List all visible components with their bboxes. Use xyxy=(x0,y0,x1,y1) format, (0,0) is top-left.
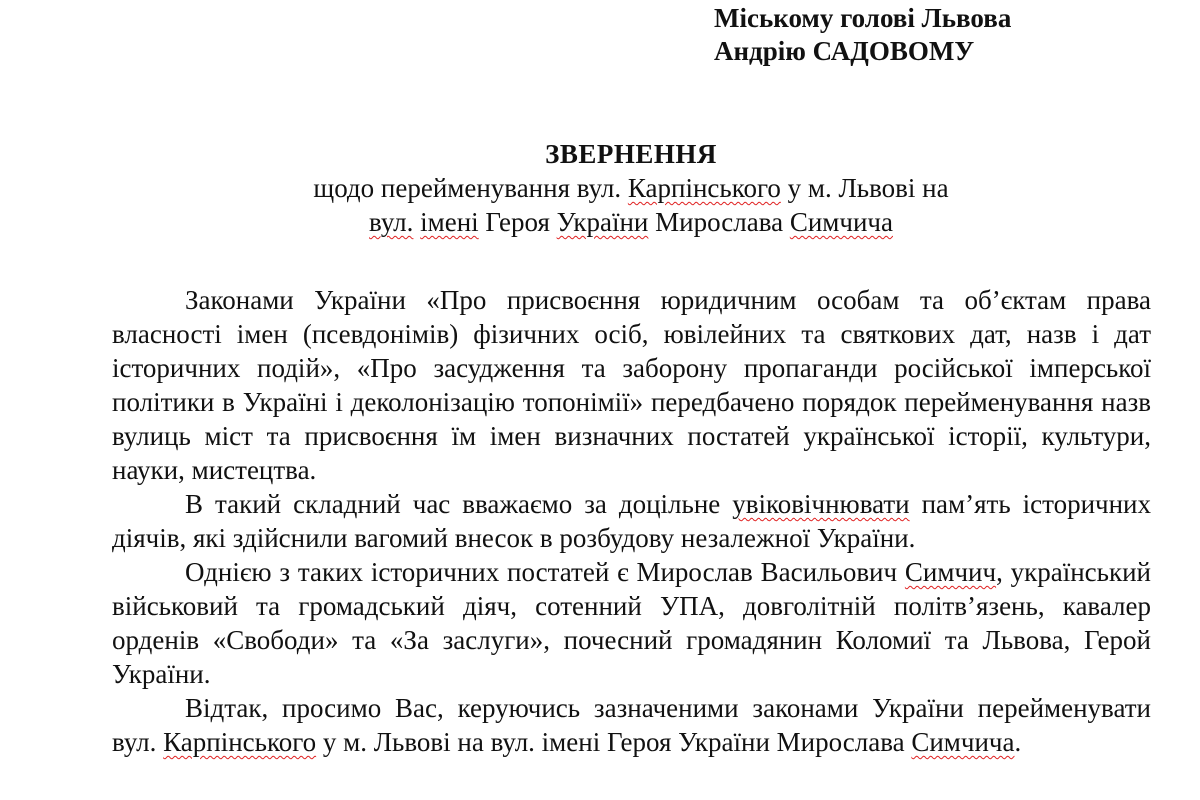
misspelled-word[interactable]: увіковічнювати xyxy=(732,489,910,519)
subtitle-text: Героя xyxy=(478,207,557,237)
addressee-line-name: Андрію САДОВОМУ xyxy=(714,36,975,66)
paragraph-text: В такий складний час вважаємо за доцільне xyxy=(185,489,733,519)
paragraph-text: , український військовий та громадський діяч, сотенний УПА, довголітній політв’язень, кавалер орденів «Свободи» та «За заслуги», почесний громадянин Коломиї та Львова, Герой України. xyxy=(112,557,1151,689)
paragraph-text: Однією з таких історичних постатей є Мирослав Васильович xyxy=(185,557,905,587)
document-heading: ЗВЕРНЕННЯ xyxy=(545,139,717,169)
paragraph-text: у м. Львові на вул. імені Героя України Мирослава xyxy=(316,727,912,757)
misspelled-word[interactable]: вул. xyxy=(369,207,414,237)
misspelled-word[interactable]: Симчича xyxy=(911,727,1015,757)
paragraph-biography xyxy=(112,555,1151,691)
paragraph-text: пам’ять історичних діячів, які здійснили вагомий внесок в розбудову незалежної України. xyxy=(112,489,1151,553)
misspelled-word[interactable]: Симчич xyxy=(904,557,997,587)
misspelled-word[interactable]: України xyxy=(556,207,649,237)
paragraph-text: . xyxy=(1014,727,1022,757)
addressee-line-title: Міському голові Львова xyxy=(714,3,1012,33)
subtitle-text: Мирослава xyxy=(648,207,790,237)
misspelled-word[interactable]: Симчича xyxy=(789,207,893,237)
paragraph-request xyxy=(112,691,1151,759)
paragraph-commemorate xyxy=(112,487,1151,555)
document-title-block xyxy=(0,138,1200,239)
paragraph-text: Відтак, просимо Вас, керуючись зазначеними законами України перейменувати вул. xyxy=(112,693,1151,757)
subtitle-text: у м. Львові на xyxy=(780,173,949,203)
misspelled-word[interactable]: Карпінського xyxy=(627,173,781,203)
subtitle-line-1 xyxy=(0,171,1200,205)
subtitle-text: щодо перейменування вул. xyxy=(313,173,628,203)
document-body xyxy=(112,283,1151,759)
addressee-block xyxy=(714,2,1011,68)
subtitle-line-2 xyxy=(0,205,1200,239)
misspelled-word[interactable]: імені xyxy=(420,207,479,237)
misspelled-word[interactable]: Карпінського xyxy=(163,727,317,757)
document-subtitle xyxy=(0,171,1200,239)
paragraph-laws: Законами України «Про присвоєння юридичним особам та об’єктам права власності імен (псевдонімів) фізичних осіб, ювілейних та святкових дат, назв і дат історичних подій», «Про засудження та заборону пропаганди російської імперської політики в Україні і деколонізацію топонімії» передбачено порядок перейменування назв вулиць міст та присвоєння їм імен визначних постатей української історії, культури, науки, мистецтва. xyxy=(112,285,1151,485)
